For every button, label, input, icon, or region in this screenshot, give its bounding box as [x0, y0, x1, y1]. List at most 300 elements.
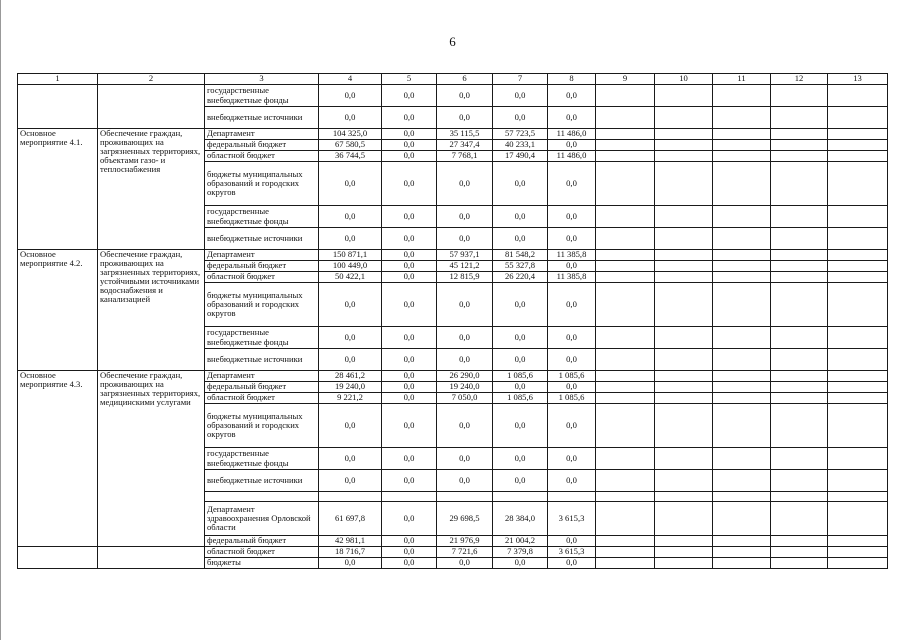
budget-table — [17, 73, 888, 569]
amount-col-7: 1 085,6 — [493, 371, 548, 382]
funding-source: государственные внебюджетные фонды — [205, 448, 319, 470]
amount-col-7: 28 384,0 — [493, 502, 548, 536]
amount-col-6: 0,0 — [437, 107, 493, 129]
empty-col-9 — [596, 502, 655, 536]
empty-col-9 — [596, 327, 655, 349]
amount-col-7: 0,0 — [493, 85, 548, 107]
amount-col-5: 0,0 — [382, 349, 437, 371]
amount-col-8: 1 085,6 — [548, 371, 596, 382]
amount-col-5: 0,0 — [382, 283, 437, 327]
activity-description — [98, 85, 205, 129]
amount-col-8: 0,0 — [548, 283, 596, 327]
amount-col-4: 0,0 — [319, 85, 382, 107]
funding-source: бюджеты муниципальных образований и городских округов — [205, 404, 319, 448]
empty-col-12 — [771, 250, 828, 261]
column-number-7: 7 — [493, 74, 548, 85]
amount-col-6: 0,0 — [437, 558, 493, 569]
empty-col-10 — [655, 228, 713, 250]
empty-col-10 — [655, 448, 713, 470]
empty-col-13 — [828, 393, 888, 404]
empty-col-13 — [828, 327, 888, 349]
amount-col-6: 0,0 — [437, 349, 493, 371]
empty-col-12 — [771, 470, 828, 492]
amount-col-8: 11 385,8 — [548, 272, 596, 283]
amount-col-4: 100 449,0 — [319, 261, 382, 272]
amount-col-6: 0,0 — [437, 327, 493, 349]
empty-col-11 — [713, 107, 771, 129]
amount-col-6: 21 976,9 — [437, 536, 493, 547]
empty-col-9 — [596, 151, 655, 162]
activity-description: Обеспечение граждан, проживающих на загрязненных территориях, объектами газо- и теплоснабжения — [98, 129, 205, 250]
amount-col-6: 0,0 — [437, 404, 493, 448]
empty-col-11 — [713, 250, 771, 261]
amount-col-5: 0,0 — [382, 228, 437, 250]
amount-col-4: 19 240,0 — [319, 382, 382, 393]
funding-source: Департамент — [205, 250, 319, 261]
empty-col-9 — [596, 448, 655, 470]
activity-description: Обеспечение граждан, проживающих на загрязненных территориях, медицинскими услугами — [98, 371, 205, 547]
amount-col-6: 7 050,0 — [437, 393, 493, 404]
amount-col-8: 0,0 — [548, 404, 596, 448]
header-row — [18, 74, 888, 85]
empty-col-12 — [771, 404, 828, 448]
amount-col-4: 28 461,2 — [319, 371, 382, 382]
funding-source: федеральный бюджет — [205, 140, 319, 151]
scan-edge — [0, 0, 1, 640]
amount-col-6: 7 721,6 — [437, 547, 493, 558]
amount-col-7: 17 490,4 — [493, 151, 548, 162]
empty-col-10 — [655, 272, 713, 283]
amount-col-8: 0,0 — [548, 327, 596, 349]
amount-col-5: 0,0 — [382, 470, 437, 492]
amount-col-4: 42 981,1 — [319, 536, 382, 547]
empty-col-13 — [828, 536, 888, 547]
empty-col-13 — [828, 261, 888, 272]
empty-col-11 — [713, 272, 771, 283]
amount-col-7: 7 379,8 — [493, 547, 548, 558]
empty-col-13 — [828, 140, 888, 151]
amount-col-5: 0,0 — [382, 393, 437, 404]
amount-col-4: 61 697,8 — [319, 502, 382, 536]
empty-col-9 — [596, 470, 655, 492]
empty-col-13 — [828, 129, 888, 140]
amount-col-5: 0,0 — [382, 382, 437, 393]
amount-col-4: 0,0 — [319, 558, 382, 569]
amount-col-4: 0,0 — [319, 327, 382, 349]
empty-col-11 — [713, 162, 771, 206]
amount-col-8 — [548, 492, 596, 502]
funding-source: государственные внебюджетные фонды — [205, 85, 319, 107]
empty-col-9 — [596, 107, 655, 129]
empty-col-9 — [596, 558, 655, 569]
empty-col-9 — [596, 349, 655, 371]
amount-col-6: 0,0 — [437, 206, 493, 228]
amount-col-4: 0,0 — [319, 404, 382, 448]
empty-col-9 — [596, 162, 655, 206]
empty-col-11 — [713, 371, 771, 382]
empty-col-10 — [655, 558, 713, 569]
amount-col-4: 0,0 — [319, 283, 382, 327]
table-row — [18, 85, 888, 107]
amount-col-5: 0,0 — [382, 206, 437, 228]
amount-col-8: 11 486,0 — [548, 129, 596, 140]
column-number-1: 1 — [18, 74, 98, 85]
amount-col-8: 0,0 — [548, 558, 596, 569]
empty-col-11 — [713, 470, 771, 492]
empty-col-9 — [596, 261, 655, 272]
funding-source: внебюджетные источники — [205, 349, 319, 371]
empty-col-9 — [596, 129, 655, 140]
empty-col-11 — [713, 151, 771, 162]
activity-name — [18, 85, 98, 129]
amount-col-8: 0,0 — [548, 448, 596, 470]
amount-col-7: 57 723,5 — [493, 129, 548, 140]
activity-name: Основное мероприятие 4.3. — [18, 371, 98, 547]
amount-col-5: 0,0 — [382, 162, 437, 206]
empty-col-11 — [713, 140, 771, 151]
empty-col-11 — [713, 85, 771, 107]
amount-col-8: 11 486,0 — [548, 151, 596, 162]
empty-col-9 — [596, 272, 655, 283]
empty-col-9 — [596, 382, 655, 393]
amount-col-6: 0,0 — [437, 448, 493, 470]
column-number-9: 9 — [596, 74, 655, 85]
amount-col-8: 0,0 — [548, 85, 596, 107]
empty-col-10 — [655, 371, 713, 382]
empty-col-10 — [655, 85, 713, 107]
empty-col-11 — [713, 547, 771, 558]
empty-col-10 — [655, 140, 713, 151]
empty-col-12 — [771, 151, 828, 162]
column-number-5: 5 — [382, 74, 437, 85]
empty-col-11 — [713, 283, 771, 327]
empty-col-9 — [596, 404, 655, 448]
amount-col-5: 0,0 — [382, 536, 437, 547]
empty-col-10 — [655, 404, 713, 448]
amount-col-4: 0,0 — [319, 107, 382, 129]
amount-col-6: 7 768,1 — [437, 151, 493, 162]
empty-col-13 — [828, 547, 888, 558]
empty-col-11 — [713, 448, 771, 470]
empty-col-12 — [771, 349, 828, 371]
column-number-12: 12 — [771, 74, 828, 85]
amount-col-4: 67 580,5 — [319, 140, 382, 151]
amount-col-6: 0,0 — [437, 162, 493, 206]
empty-col-13 — [828, 283, 888, 327]
empty-col-13 — [828, 349, 888, 371]
amount-col-5 — [382, 492, 437, 502]
empty-col-13 — [828, 206, 888, 228]
amount-col-4: 0,0 — [319, 162, 382, 206]
empty-col-12 — [771, 206, 828, 228]
amount-col-5: 0,0 — [382, 140, 437, 151]
amount-col-7: 81 548,2 — [493, 250, 548, 261]
amount-col-7: 0,0 — [493, 382, 548, 393]
empty-col-13 — [828, 371, 888, 382]
empty-col-12 — [771, 261, 828, 272]
amount-col-5: 0,0 — [382, 272, 437, 283]
empty-col-13 — [828, 162, 888, 206]
amount-col-6: 0,0 — [437, 283, 493, 327]
empty-col-10 — [655, 327, 713, 349]
amount-col-7: 26 220,4 — [493, 272, 548, 283]
amount-col-6: 35 115,5 — [437, 129, 493, 140]
amount-col-8: 0,0 — [548, 228, 596, 250]
empty-col-12 — [771, 536, 828, 547]
table-row — [18, 129, 888, 140]
empty-col-10 — [655, 502, 713, 536]
amount-col-5: 0,0 — [382, 371, 437, 382]
activity-name — [18, 547, 98, 569]
amount-col-7: 0,0 — [493, 228, 548, 250]
empty-col-12 — [771, 107, 828, 129]
funding-source: внебюджетные источники — [205, 107, 319, 129]
amount-col-6: 45 121,2 — [437, 261, 493, 272]
funding-source: областной бюджет — [205, 151, 319, 162]
amount-col-7: 0,0 — [493, 107, 548, 129]
empty-col-13 — [828, 404, 888, 448]
empty-col-12 — [771, 129, 828, 140]
amount-col-8: 0,0 — [548, 261, 596, 272]
amount-col-4: 0,0 — [319, 228, 382, 250]
amount-col-5: 0,0 — [382, 129, 437, 140]
table-row — [18, 250, 888, 261]
empty-col-11 — [713, 393, 771, 404]
amount-col-5: 0,0 — [382, 558, 437, 569]
empty-col-10 — [655, 492, 713, 502]
column-number-8: 8 — [548, 74, 596, 85]
column-number-11: 11 — [713, 74, 771, 85]
empty-col-10 — [655, 283, 713, 327]
column-number-13: 13 — [828, 74, 888, 85]
table-row — [18, 371, 888, 382]
amount-col-4: 0,0 — [319, 448, 382, 470]
funding-source: федеральный бюджет — [205, 261, 319, 272]
empty-col-12 — [771, 558, 828, 569]
amount-col-8: 3 615,3 — [548, 502, 596, 536]
amount-col-7: 0,0 — [493, 349, 548, 371]
empty-col-10 — [655, 129, 713, 140]
empty-col-10 — [655, 393, 713, 404]
amount-col-8: 11 385,8 — [548, 250, 596, 261]
amount-col-7: 0,0 — [493, 327, 548, 349]
empty-col-11 — [713, 228, 771, 250]
amount-col-4: 0,0 — [319, 206, 382, 228]
amount-col-6: 57 937,1 — [437, 250, 493, 261]
funding-source: областной бюджет — [205, 393, 319, 404]
empty-col-9 — [596, 228, 655, 250]
empty-col-13 — [828, 85, 888, 107]
funding-source — [205, 492, 319, 502]
page-number: 6 — [449, 34, 456, 49]
amount-col-7: 0,0 — [493, 283, 548, 327]
empty-col-10 — [655, 349, 713, 371]
column-number-3: 3 — [205, 74, 319, 85]
empty-col-11 — [713, 349, 771, 371]
amount-col-5: 0,0 — [382, 547, 437, 558]
amount-col-6: 27 347,4 — [437, 140, 493, 151]
amount-col-8: 0,0 — [548, 140, 596, 151]
funding-source: бюджеты — [205, 558, 319, 569]
empty-col-11 — [713, 492, 771, 502]
amount-col-6: 26 290,0 — [437, 371, 493, 382]
empty-col-11 — [713, 404, 771, 448]
empty-col-9 — [596, 140, 655, 151]
empty-col-11 — [713, 129, 771, 140]
empty-col-12 — [771, 547, 828, 558]
empty-col-12 — [771, 393, 828, 404]
empty-col-10 — [655, 250, 713, 261]
funding-source: внебюджетные источники — [205, 470, 319, 492]
funding-source: государственные внебюджетные фонды — [205, 327, 319, 349]
funding-source: федеральный бюджет — [205, 382, 319, 393]
funding-source: Департамент — [205, 129, 319, 140]
empty-col-12 — [771, 448, 828, 470]
column-number-10: 10 — [655, 74, 713, 85]
amount-col-8: 0,0 — [548, 162, 596, 206]
amount-col-7: 1 085,6 — [493, 393, 548, 404]
empty-col-13 — [828, 107, 888, 129]
funding-source: бюджеты муниципальных образований и городских округов — [205, 283, 319, 327]
empty-col-9 — [596, 250, 655, 261]
empty-col-10 — [655, 162, 713, 206]
funding-source: областной бюджет — [205, 547, 319, 558]
empty-col-12 — [771, 283, 828, 327]
amount-col-5: 0,0 — [382, 404, 437, 448]
empty-col-11 — [713, 502, 771, 536]
amount-col-7: 0,0 — [493, 558, 548, 569]
amount-col-4: 36 744,5 — [319, 151, 382, 162]
funding-source: внебюджетные источники — [205, 228, 319, 250]
amount-col-4: 150 871,1 — [319, 250, 382, 261]
funding-source: Департамент — [205, 371, 319, 382]
empty-col-13 — [828, 228, 888, 250]
amount-col-8: 0,0 — [548, 349, 596, 371]
empty-col-9 — [596, 547, 655, 558]
amount-col-7: 0,0 — [493, 448, 548, 470]
amount-col-8: 3 615,3 — [548, 547, 596, 558]
amount-col-5: 0,0 — [382, 107, 437, 129]
empty-col-9 — [596, 283, 655, 327]
empty-col-12 — [771, 492, 828, 502]
empty-col-12 — [771, 272, 828, 283]
amount-col-5: 0,0 — [382, 151, 437, 162]
empty-col-13 — [828, 151, 888, 162]
amount-col-4: 50 422,1 — [319, 272, 382, 283]
activity-description: Обеспечение граждан, проживающих на загрязненных территориях, устойчивыми источниками водоснабжения и канализацией — [98, 250, 205, 371]
funding-source: государственные внебюджетные фонды — [205, 206, 319, 228]
funding-source: Департамент здравоохранения Орловской области — [205, 502, 319, 536]
empty-col-10 — [655, 151, 713, 162]
activity-name: Основное мероприятие 4.1. — [18, 129, 98, 250]
amount-col-7: 21 004,2 — [493, 536, 548, 547]
column-number-6: 6 — [437, 74, 493, 85]
empty-col-13 — [828, 558, 888, 569]
amount-col-7 — [493, 492, 548, 502]
empty-col-12 — [771, 371, 828, 382]
amount-col-7: 0,0 — [493, 162, 548, 206]
empty-col-12 — [771, 228, 828, 250]
amount-col-8: 0,0 — [548, 206, 596, 228]
empty-col-11 — [713, 327, 771, 349]
activity-name: Основное мероприятие 4.2. — [18, 250, 98, 371]
amount-col-4: 104 325,0 — [319, 129, 382, 140]
empty-col-11 — [713, 261, 771, 272]
amount-col-7: 40 233,1 — [493, 140, 548, 151]
empty-col-11 — [713, 558, 771, 569]
funding-source: федеральный бюджет — [205, 536, 319, 547]
amount-col-4: 9 221,2 — [319, 393, 382, 404]
amount-col-5: 0,0 — [382, 250, 437, 261]
amount-col-6: 0,0 — [437, 228, 493, 250]
empty-col-9 — [596, 393, 655, 404]
amount-col-8: 1 085,6 — [548, 393, 596, 404]
empty-col-9 — [596, 85, 655, 107]
empty-col-9 — [596, 371, 655, 382]
empty-col-10 — [655, 470, 713, 492]
amount-col-6: 0,0 — [437, 85, 493, 107]
amount-col-6: 0,0 — [437, 470, 493, 492]
amount-col-5: 0,0 — [382, 502, 437, 536]
column-number-4: 4 — [319, 74, 382, 85]
amount-col-7: 0,0 — [493, 470, 548, 492]
amount-col-4: 0,0 — [319, 349, 382, 371]
empty-col-9 — [596, 536, 655, 547]
amount-col-6: 29 698,5 — [437, 502, 493, 536]
empty-col-13 — [828, 492, 888, 502]
empty-col-11 — [713, 536, 771, 547]
amount-col-7: 0,0 — [493, 206, 548, 228]
empty-col-9 — [596, 492, 655, 502]
empty-col-12 — [771, 140, 828, 151]
amount-col-4: 0,0 — [319, 470, 382, 492]
amount-col-7: 55 327,8 — [493, 261, 548, 272]
empty-col-13 — [828, 272, 888, 283]
amount-col-8: 0,0 — [548, 382, 596, 393]
amount-col-8: 0,0 — [548, 107, 596, 129]
empty-col-10 — [655, 261, 713, 272]
empty-col-10 — [655, 107, 713, 129]
amount-col-4 — [319, 492, 382, 502]
empty-col-9 — [596, 206, 655, 228]
amount-col-5: 0,0 — [382, 85, 437, 107]
amount-col-4: 18 716,7 — [319, 547, 382, 558]
funding-source: областной бюджет — [205, 272, 319, 283]
empty-col-13 — [828, 250, 888, 261]
amount-col-6: 19 240,0 — [437, 382, 493, 393]
empty-col-13 — [828, 470, 888, 492]
empty-col-10 — [655, 382, 713, 393]
amount-col-8: 0,0 — [548, 536, 596, 547]
empty-col-11 — [713, 382, 771, 393]
empty-col-13 — [828, 448, 888, 470]
amount-col-6 — [437, 492, 493, 502]
column-number-2: 2 — [98, 74, 205, 85]
empty-col-12 — [771, 502, 828, 536]
empty-col-13 — [828, 502, 888, 536]
amount-col-5: 0,0 — [382, 448, 437, 470]
activity-description — [98, 547, 205, 569]
amount-col-7: 0,0 — [493, 404, 548, 448]
funding-source: бюджеты муниципальных образований и городских округов — [205, 162, 319, 206]
amount-col-5: 0,0 — [382, 327, 437, 349]
empty-col-13 — [828, 382, 888, 393]
table-row — [18, 547, 888, 558]
empty-col-10 — [655, 536, 713, 547]
amount-col-8: 0,0 — [548, 470, 596, 492]
empty-col-10 — [655, 206, 713, 228]
amount-col-6: 12 815,9 — [437, 272, 493, 283]
